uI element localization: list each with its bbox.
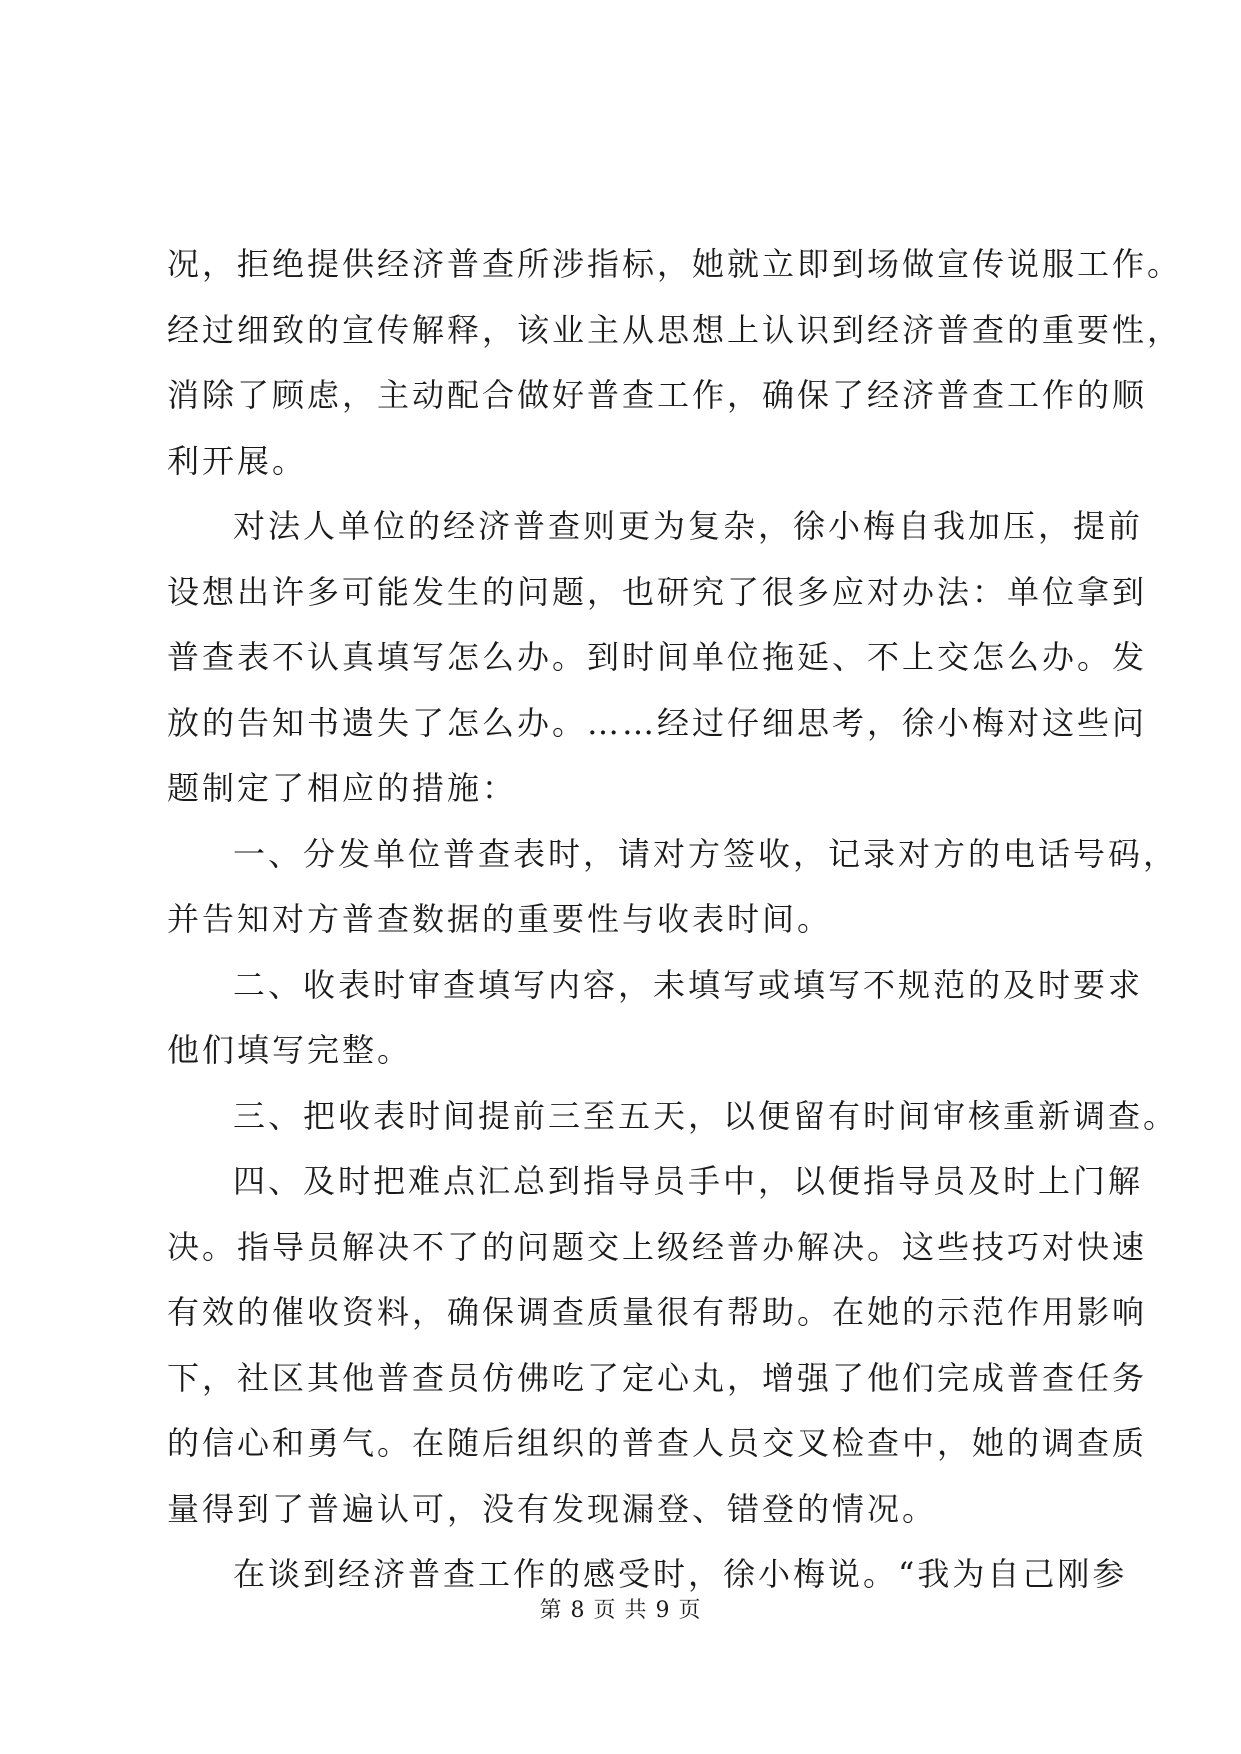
list-item-one: 一、分发单位普查表时，请对方签收，记录对方的电话号码，: [233, 834, 1179, 873]
text-line: 普查表不认真填写怎么办。到时间单位拖延、不上交怎么办。发: [167, 638, 1148, 676]
text-line: 消除了顾虑，主动配合做好普查工作，确保了经济普查工作的顺: [167, 376, 1148, 414]
text-line: 下，社区其他普查员仿佛吃了定心丸，增强了他们完成普查任务: [167, 1358, 1148, 1397]
text-line: 量得到了普遍认可，没有发现漏登、错登的情况。: [167, 1489, 938, 1528]
text-line: 有效的催收资料，确保调查质量很有帮助。在她的示范作用影响: [167, 1293, 1148, 1331]
text-line: 放的告知书遗失了怎么办。……经过仔细思考，徐小梅对这些问: [167, 703, 1148, 742]
paragraph-start-line: 在谈到经济普查工作的感受时，徐小梅说。“我为自己刚参: [233, 1555, 1128, 1593]
text-line: 他们填写完整。: [167, 1031, 413, 1069]
list-item-four: 四、及时把难点汇总到指导员手中，以便指导员及时上门解: [233, 1162, 1144, 1200]
text-line: 利开展。: [167, 441, 308, 480]
text-line: 并告知对方普查数据的重要性与收表时间。: [167, 900, 833, 938]
text-line: 的信心和勇气。在随后组织的普查人员交叉检查中，她的调查质: [167, 1424, 1148, 1462]
text-line: 设想出许多可能发生的问题，也研究了很多应对办法：单位拿到: [167, 572, 1148, 611]
text-line: 决。指导员解决不了的问题交上级经普办解决。这些技巧对快速: [167, 1227, 1148, 1266]
list-item-two: 二、收表时审查填写内容，未填写或填写不规范的及时要求: [233, 965, 1144, 1004]
text-line: 题制定了相应的措施：: [167, 769, 518, 807]
paragraph-start-line: 对法人单位的经济普查则更为复杂，徐小梅自我加压，提前: [233, 507, 1144, 545]
text-line: 况，拒绝提供经济普查所涉指标，她就立即到场做宣传说服工作。: [167, 245, 1183, 283]
page-number-footer: 第 8 页 共 9 页: [539, 1598, 702, 1623]
list-item-three: 三、把收表时间提前三至五天，以便留有时间审核重新调查。: [233, 1096, 1179, 1135]
text-line: 经过细致的宣传解释，该业主从思想上认识到经济普查的重要性，: [167, 310, 1183, 349]
body-text: [167, 232, 1183, 1608]
